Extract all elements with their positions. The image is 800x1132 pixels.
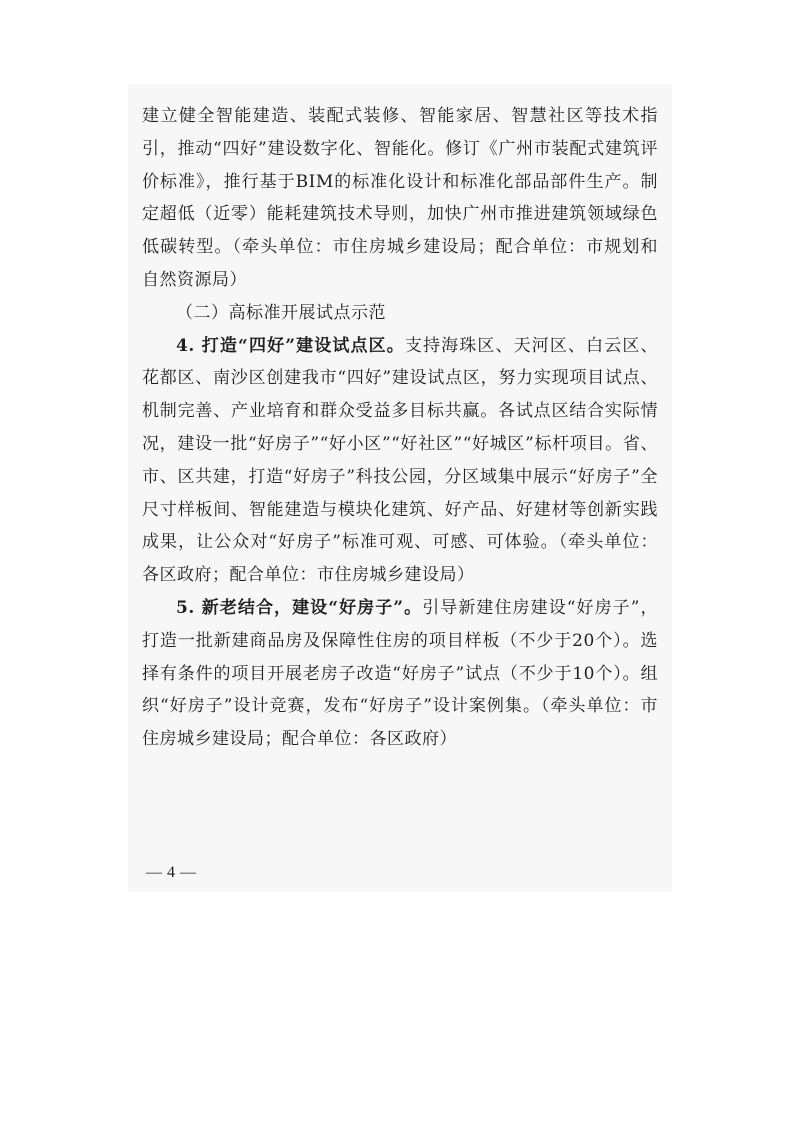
item-5-body: 引导新建住房建设“好房子”，打造一批新建商品房及保障性住房的项目样板（不少于20个）。选择有条件的项目开展老房子改造“好房子”试点（不少于10个）。组织“好房子”设计竞赛，发布“好房子”设计案例集。（牵头单位：市住房城乡建设局；配合单位：各区政府） [142, 597, 658, 750]
item-5-title: 5. 新老结合，建设“好房子”。 [176, 597, 423, 618]
page-content [142, 100, 658, 756]
item-4-body: 支持海珠区、天河区、白云区、花都区、南沙区创建我市“四好”建设试点区，努力实现项目试点、机制完善、产业培育和群众受益多目标共赢。各试点区结合实际情况，建设一批“好房子”“好小区”“好社区”“好城区”标杆项目。省、市、区共建，打造“好房子”科技公园，分区域集中展示“好房子”全尺寸样板间、智能建造与模块化建筑、好产品、好建材等创新实践成果，让公众对“好房子”标准可观、可感、可体验。（牵头单位：各区政府；配合单位：市住房城乡建设局） [142, 335, 658, 586]
document-page [128, 84, 672, 892]
section-heading-2: （二）高标准开展试点示范 [176, 302, 386, 323]
item-4-paragraph [142, 330, 658, 592]
page-number: — 4 — [146, 864, 197, 881]
continued-paragraph: 建立健全智能建造、装配式装修、智能家居、智慧社区等技术指引，推动“四好”建设数字化、智能化。修订《广州市装配式建筑评价标准》，推行基于BIM的标准化设计和标准化部品部件生产。制定超低（近零）能耗建筑技术导则，加快广州市推进建筑领域绿色低碳转型。（牵头单位：市住房城乡建设局；配合单位：市规划和自然资源局） [142, 106, 658, 290]
item-5-paragraph [142, 592, 658, 756]
item-4-title: 4. 打造“四好”建设试点区。 [176, 335, 405, 356]
